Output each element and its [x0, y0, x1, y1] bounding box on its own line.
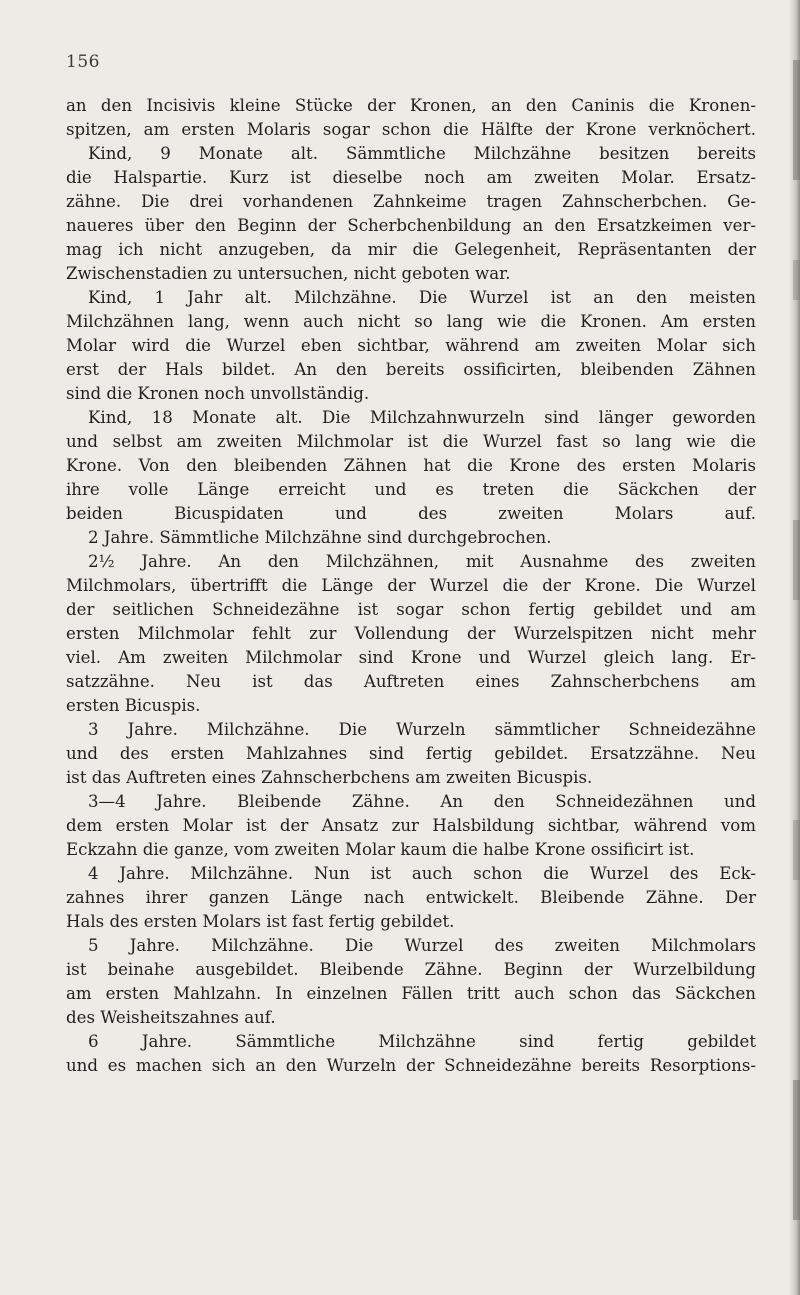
- edge-mark: [793, 60, 800, 180]
- edge-mark: [793, 1080, 800, 1220]
- text-line: der seitlichen Schneidezähne ist sogar schon fertig gebildet und am: [66, 600, 756, 619]
- text-line: Hals des ersten Molars ist fast fertig gebildet.: [66, 912, 455, 931]
- text-line: zahnes ihrer ganzen Länge nach entwickelt. Bleibende Zähne. Der: [66, 888, 756, 907]
- text-line: an den Incisivis kleine Stücke der Kronen, an den Caninis die Kronen-: [66, 96, 756, 115]
- text-line: ersten Milchmolar fehlt zur Vollendung der Wurzelspitzen nicht mehr: [66, 624, 756, 643]
- text-line: ist das Auftreten eines Zahnscherbchens am zweiten Bicuspis.: [66, 768, 593, 787]
- edge-mark: [793, 520, 800, 600]
- text-line: sind die Kronen noch unvollständig.: [66, 384, 370, 403]
- text-line: Kind, 1 Jahr alt. Milchzähne. Die Wurzel ist an den meisten: [88, 288, 756, 307]
- text-line: 3—4 Jahre. Bleibende Zähne. An den Schneidezähnen und: [88, 792, 756, 811]
- text-line: 2 Jahre. Sämmtliche Milchzähne sind durchgebrochen.: [88, 528, 552, 547]
- text-line: des Weisheitszahnes auf.: [66, 1008, 276, 1027]
- text-line: viel. Am zweiten Milchmolar sind Krone und Wurzel gleich lang. Er-: [66, 648, 756, 667]
- text-line: ist beinahe ausgebildet. Bleibende Zähne. Beginn der Wurzelbildung: [66, 960, 756, 979]
- text-line: mag ich nicht anzugeben, da mir die Gelegenheit, Repräsentanten der: [66, 240, 756, 259]
- text-line: 2½ Jahre. An den Milchzähnen, mit Ausnahme des zweiten: [88, 552, 756, 571]
- text-line: 5 Jahre. Milchzähne. Die Wurzel des zweiten Milchmolars: [88, 936, 756, 955]
- text-line: spitzen, am ersten Molaris sogar schon die Hälfte der Krone verknöchert.: [66, 120, 756, 139]
- text-line: Kind, 9 Monate alt. Sämmtliche Milchzähne besitzen bereits: [88, 144, 756, 163]
- text-line: Eckzahn die ganze, vom zweiten Molar kaum die halbe Krone ossificirt ist.: [66, 840, 695, 859]
- text-line: 4 Jahre. Milchzähne. Nun ist auch schon die Wurzel des Eck-: [88, 864, 756, 883]
- text-line: die Halspartie. Kurz ist dieselbe noch am zweiten Molar. Ersatz-: [66, 168, 756, 187]
- text-line: Milchzähnen lang, wenn auch nicht so lang wie die Kronen. Am ersten: [66, 312, 756, 331]
- text-line: und es machen sich an den Wurzeln der Schneidezähne bereits Resorptions-: [66, 1056, 756, 1075]
- text-line: naueres über den Beginn der Scherbchenbildung an den Ersatzkeimen ver-: [66, 216, 756, 235]
- text-line: 6 Jahre. Sämmtliche Milchzähne sind fertig gebildet: [88, 1032, 756, 1051]
- text-line: ihre volle Länge erreicht und es treten die Säckchen der: [66, 480, 756, 499]
- text-line: dem ersten Molar ist der Ansatz zur Halsbildung sichtbar, während vom: [66, 816, 756, 835]
- text-line: Zwischenstadien zu untersuchen, nicht geboten war.: [66, 264, 511, 283]
- text-line: satzzähne. Neu ist das Auftreten eines Zahnscherbchens am: [66, 672, 756, 691]
- text-line: zähne. Die drei vorhandenen Zahnkeime tragen Zahnscherbchen. Ge-: [66, 192, 756, 211]
- edge-mark: [793, 260, 800, 300]
- text-line: 3 Jahre. Milchzähne. Die Wurzeln sämmtlicher Schneidezähne: [88, 720, 756, 739]
- edge-mark: [793, 820, 800, 880]
- text-line: Milchmolars, übertrifft die Länge der Wurzel die der Krone. Die Wurzel: [66, 576, 756, 595]
- text-line: ersten Bicuspis.: [66, 696, 201, 715]
- text-line: am ersten Mahlzahn. In einzelnen Fällen tritt auch schon das Säckchen: [66, 984, 756, 1003]
- text-line: beiden Bicuspidaten und des zweiten Molars auf.: [66, 504, 756, 523]
- text-line: und des ersten Mahlzahnes sind fertig gebildet. Ersatzzähne. Neu: [66, 744, 756, 763]
- page-edge-shadow: [790, 0, 800, 1295]
- body-text: [66, 94, 756, 1078]
- text-line: Kind, 18 Monate alt. Die Milchzahnwurzeln sind länger geworden: [88, 408, 756, 427]
- text-line: Molar wird die Wurzel eben sichtbar, während am zweiten Molar sich: [66, 336, 756, 355]
- page-number: 156: [66, 52, 100, 72]
- text-line: Krone. Von den bleibenden Zähnen hat die Krone des ersten Molaris: [66, 456, 756, 475]
- text-line: und selbst am zweiten Milchmolar ist die Wurzel fast so lang wie die: [66, 432, 756, 451]
- text-line: erst der Hals bildet. An den bereits ossificirten, bleibenden Zähnen: [66, 360, 756, 379]
